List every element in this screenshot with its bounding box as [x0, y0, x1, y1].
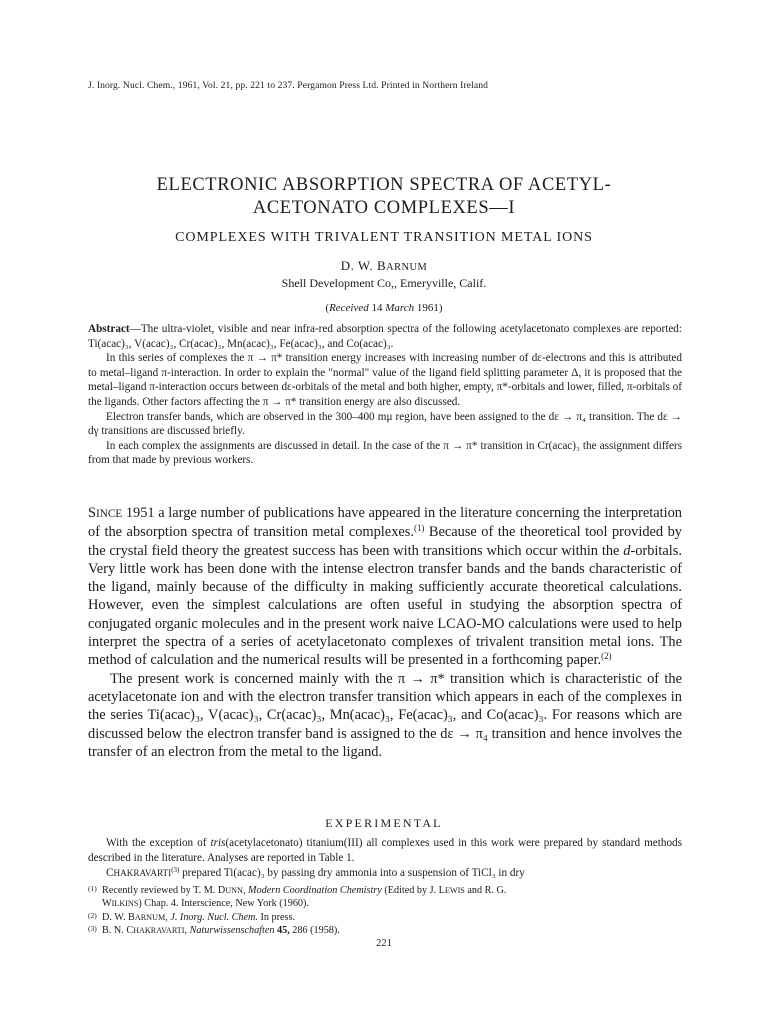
- received-paren: (: [325, 302, 330, 314]
- fn1-text-b: ,: [242, 885, 249, 896]
- received-year: 1961): [414, 302, 443, 314]
- author-surname-rest: ARNUM: [386, 262, 428, 273]
- fn3-text-a: B. N.: [102, 925, 127, 937]
- body-text: [88, 504, 682, 761]
- abstract-paragraph-2: In this series of complexes the π → π* transition energy increases with increasing number of dε-electrons and this is attributed to metal–ligand π-interaction. In order to explain the "normal" value of the ligand field splitting parameter Δ, it is proposed that the metal–ligand π-interaction occurs between dε-orbitals of the metal and both higher, empty, π*-orbitals and lower, filled, π-orbitals of the ligands. Other factors affecting the π → π* transition energy are also discussed.: [88, 352, 682, 408]
- body-paragraph-2: The present work is concerned mainly with the π → π* transition which is characteristic of the acetylacetonate ion and with the electron transfer transition which appears in each of the complexes in the series Ti(acac)₃, V(acac)₃, Cr(acac)₃, Mn(acac)₃, Fe(acac)₃, and Co(acac)₃. For reasons which are discussed below the electron transfer band is assigned to the dε → π₄ transition and hence involves the transfer of an electron from the metal to the ligand.: [88, 670, 682, 760]
- body-text-1b: Because of the theoretical tool provided by the crystal field theory the greatest success has been with transitions which occur within the: [88, 524, 682, 559]
- reference-2[interactable]: (2): [601, 651, 612, 662]
- experimental-text: [88, 836, 682, 881]
- fn1-editor2-initial: W: [102, 898, 112, 910]
- body-text-1a: 1951 a large number of publications have appeared in the literature concerning the interpretation of the absorption spectra of transition metal complexes.: [88, 505, 682, 541]
- received-word: Received: [329, 302, 369, 314]
- fn1-text-d: and R. G.: [464, 885, 507, 896]
- reference-1[interactable]: (1): [413, 523, 425, 534]
- italic-tris: tris: [210, 837, 226, 849]
- fn2-text-b: ,: [165, 911, 171, 923]
- fn3-volume: 45,: [274, 925, 290, 937]
- fn3-text-b: ,: [184, 925, 190, 937]
- fn1-continuation: [102, 897, 682, 910]
- fn1-text-c: (Edited by J.: [381, 885, 439, 896]
- fn3-text-c: 286 (1958).: [289, 925, 340, 937]
- received-day: 14: [368, 302, 386, 314]
- body-paragraph-1: [88, 504, 682, 670]
- fn3-journal: Naturwissenschaften: [189, 925, 275, 937]
- abstract-paragraph-4: In each complex the assignments are discussed in detail. In the case of the π → π* transition in Cr(acac)₃ the assignment differs from that made by previous workers.: [88, 439, 682, 467]
- fn2-author-rest: ARNUM: [134, 912, 166, 922]
- fn1-author-initial: D: [217, 885, 226, 896]
- section-heading-experimental: EXPERIMENTAL: [325, 816, 443, 830]
- fn2-text-c: In press.: [257, 911, 296, 923]
- abstract-paragraph-1: [88, 322, 682, 351]
- fn2-text-a: D. W.: [102, 911, 129, 923]
- received-month: March: [385, 302, 415, 314]
- author-surname-initial: B: [376, 258, 387, 273]
- abstract-label: Abstract: [88, 323, 130, 335]
- fn3-author-initial: C: [126, 925, 134, 937]
- fn1-text-f: ) Chap. 4. Interscience, New York (1960).: [138, 898, 309, 910]
- footnotes: [88, 884, 682, 938]
- dropcap: S: [88, 505, 97, 521]
- title-line-1: ELECTRONIC ABSORPTION SPECTRA OF ACETYL-: [156, 175, 612, 195]
- exp-author-rest: HAKRAVARTI: [113, 868, 172, 878]
- fn1-editor1-rest: EWIS: [444, 886, 465, 895]
- abstract-paragraph-3: Electron transfer bands, which are observed in the 300–400 mμ region, have been assigned to the dε → π₄ transition. The dε → dγ transitions are discussed briefly.: [88, 410, 682, 438]
- fn3-author-rest: HAKRAVARTI: [133, 926, 185, 936]
- journal-citation: J. Inorg. Nucl. Chem., 1961, Vol. 21, pp. 221 to 237. Pergamon Press Ltd. Printed in Northern Ireland: [88, 80, 489, 91]
- experimental-paragraph-2: [88, 866, 682, 881]
- abstract-text-1: —The ultra-violet, visible and near infra-red absorption spectra of the following acetylacetonato complexes are reported: Ti(acac)₃, V(acac)₃, Cr(acac)₃, Mn(acac)₃, Fe(acac)₃, and Co(acac)₃.: [88, 323, 682, 350]
- fn1-editor1-initial: L: [438, 885, 445, 896]
- article-title: [60, 174, 708, 220]
- experimental-paragraph-1: [88, 836, 682, 866]
- reference-3[interactable]: (3): [171, 866, 180, 875]
- exp-author-initial: C: [106, 867, 114, 879]
- fn2-journal: J. Inorg. Nucl. Chem.: [170, 911, 258, 923]
- footnote-1: [88, 884, 682, 911]
- author-initials: D. W.: [340, 258, 377, 273]
- page-number: 221: [376, 938, 392, 949]
- fn1-editor2-rest: ILKINS: [111, 899, 139, 909]
- author-name: [60, 258, 708, 274]
- article-subtitle: COMPLEXES WITH TRIVALENT TRANSITION METAL IONS: [175, 230, 593, 245]
- body-text-1c: -orbitals. Very little work has been done with the intense electron transfer bands and the bands characteristic of the ligand, mainly because of the difficulty in making sufficiently accurate theoretical calculations. However, even the simplest calculations are often useful in studying the absorption spectra of conjugated organic molecules and in the present work naive LCAO-MO calculations were used to help interpret the spectra of a series of acetylacetonato complexes of trivalent transition metal ions. The method of calculation and the numerical results will be presented in a forthcoming paper.: [88, 542, 682, 669]
- author-affiliation: Shell Development Co,, Emeryville, Calif.: [281, 276, 487, 290]
- smallcaps-word: INCE: [96, 508, 123, 520]
- footnote-mark: (2): [88, 910, 97, 920]
- footnote-mark: (3): [88, 924, 97, 934]
- italic-d: d: [623, 542, 631, 559]
- abstract: [88, 322, 682, 468]
- fn2-author-initial: B: [128, 911, 135, 923]
- fn1-author-rest: UNN: [225, 886, 243, 895]
- footnote-mark: (1): [88, 884, 97, 893]
- received-date: [60, 302, 708, 314]
- exp-text-1a: With the exception of: [106, 837, 211, 849]
- fn1-book-title: Modern Coordination Chemistry: [248, 885, 382, 896]
- title-line-2: ACETONATO COMPLEXES—I: [252, 198, 516, 218]
- fn1-text-a: Recently reviewed by T. M.: [102, 885, 218, 896]
- footnote-2: [88, 911, 682, 924]
- footnote-3: [88, 924, 682, 937]
- exp-text-2: prepared Ti(acac)₃ by passing dry ammonia into a suspension of TiCl₃ in dry: [179, 867, 525, 879]
- exp-text-1b: (acetylacetonato) titanium(III) all complexes used in this work were prepared by standard methods described in the literature. Analyses are reported in Table 1.: [88, 837, 682, 864]
